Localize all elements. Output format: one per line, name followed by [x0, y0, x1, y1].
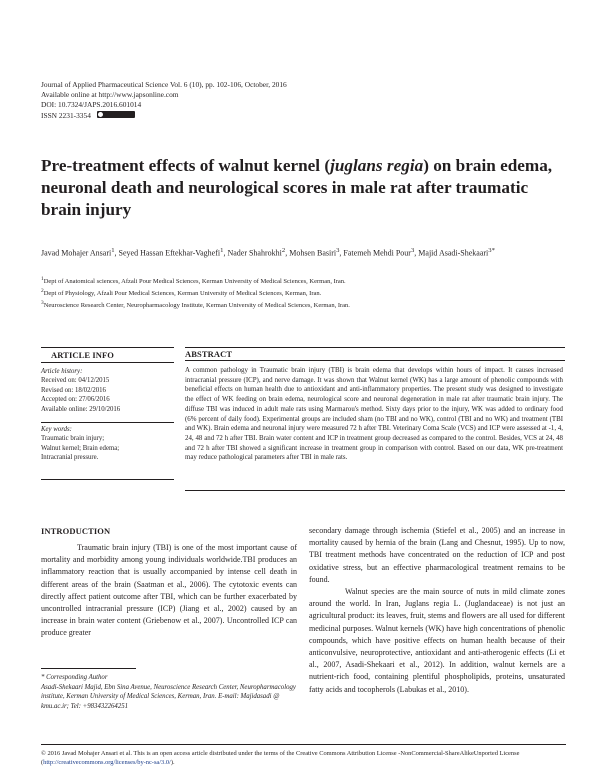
author: Mohsen Basiri — [289, 248, 337, 258]
cc-license-badge-icon — [97, 111, 135, 118]
history-label: Article history: — [41, 368, 83, 375]
abstract-heading: ABSTRACT — [185, 349, 233, 359]
affiliation-text: Dept of Physiology, Afzali Pour Medical Sciences, Kerman University of Medical Sciences, Kerman, Iran. — [43, 289, 322, 297]
author: Seyed Hassan Eftekhar-Vaghefi — [118, 248, 221, 258]
journal-citation: Journal of Applied Pharmaceutical Science Vol. 6 (10), pp. 102-106, October, 2016 — [41, 80, 287, 89]
paragraph: secondary damage through ischemia (Stiefel et al., 2005) and an increase in mortality caused by hernia of the brain (Lang and Chesnut, 1995). Up to now, TBI treatment methods have concentrated on the reduction of ICP and post oxidative stress, but an effective pharmacological treatment remains to be found. — [309, 526, 565, 584]
intro-column-left — [41, 542, 297, 640]
intro-column-right — [309, 525, 565, 696]
abstract-text: A common pathology in Traumatic brain injury (TBI) is brain edema that develops within hours of impact. It causes increased intracranial pressure (ICP), and nerve damage. It was shown that Walnut kernel (WK) has a large amount of phenolic compounds with beneficial effects on human health due to antioxidant and anti-inflammatory properties. The present study was designed to investigate the effect of WK feeding on brain edema, neurological score and neuronal degeneration in male rat after traumatic brain injury. The diffuse TBI was induced in adult male rats using Marmarou's method. Sixty days prior to the injury, WK was added to ordinary food (6% percent of daily food). Experimental groups are included sham (no TBI and no WK), control (TBI and no WK) and treatment (TBI and WK). Brain edema and neuronal injury were measured 72 h after TBI. Veterinary Coma Scale (VCS) and ICP were assessed at -1, 4, 24, 48 and 72 h after TBI. Brain water content and ICP in treatment group decreased as compared to the control. Besides, VCS at 24, 48 and 72 h after TBI showed a significant increase in treatment group in comparison with control. Based on our data, WK pre-treatment may reduce pathological parameters after TBI in male rats. — [185, 367, 563, 462]
divider — [185, 347, 565, 348]
author: Javad Mohajer Ansari — [41, 248, 112, 258]
affiliation-sup: 3 — [41, 299, 44, 306]
affiliations — [41, 275, 571, 310]
license-text: © 2016 Javad Mohajer Ansari et al. This is an open access article distributed under the terms of the Creative Commons Attribution License -NonCommercial-ShareAlikeUnported License ( — [41, 750, 520, 766]
footer-rule — [41, 744, 566, 745]
keyword: Traumatic brain injury; — [41, 435, 105, 443]
journal-url[interactable]: Available online at http://www.japsonline.com — [41, 90, 179, 100]
corresponding-details: Asadi-Shekaari Majid, Ebn Sina Avenue, Neuroscience Research Center, Neuropharmacology institute, Kerman University of Medical Sciences, Kerman, Iran. E-mail: Majidasadi @ kmu.ac.ir; Tel: +983432264251 — [41, 683, 296, 710]
title-species: juglans regia — [330, 156, 424, 175]
author-sup: 1 — [111, 247, 115, 254]
author-list: Javad Mohajer Ansari$^1$, Seyed Hassan Eftekhar-Vaghefi$^1$, Nader Shahrokhi$^2$, Mohsen Basiri$^3$, Fatemeh Mehdi Pour$^3$, Majid Asadi-Shekaari$^{3*}$ — [41, 247, 495, 258]
author: Majid Asadi-Shekaari — [418, 248, 489, 258]
issn-text: ISSN 2231-3354 — [41, 110, 91, 120]
received-date: Received on: 04/12/2015 — [41, 377, 110, 385]
affiliation-sup: 2 — [41, 287, 44, 294]
author-sup: 3 — [336, 247, 340, 254]
divider — [41, 479, 174, 480]
keyword: Intracranial pressure. — [41, 454, 99, 462]
corresponding-author — [41, 673, 297, 711]
article-info — [41, 367, 174, 414]
divider — [185, 490, 565, 491]
affiliation — [41, 287, 571, 299]
author-sup: 2 — [281, 247, 286, 254]
license-end: ). — [170, 759, 175, 766]
paper-title — [41, 155, 566, 221]
title-part-1: Pre-treatment effects of walnut kernel ( — [41, 156, 331, 175]
divider — [185, 360, 565, 361]
journal-header — [41, 80, 287, 121]
affiliation-sup: 1 — [41, 276, 44, 282]
author-sup: 1 — [220, 247, 224, 254]
revised-date: Revised on: 18/02/2016 — [41, 386, 106, 394]
affiliation-text: Neuroscience Research Center, Neuropharmacology Institute, Kerman University of Medical Sciences, Kerman, Iran. — [43, 301, 350, 309]
keywords-block — [41, 425, 174, 463]
author-sup: 3* — [488, 247, 495, 254]
divider — [41, 422, 174, 423]
keyword: Walnut kernel; Brain edema; — [41, 444, 120, 452]
license-link[interactable]: http://creativecommons.org/licenses/by-nc-sa/3.0/ — [43, 759, 171, 766]
divider — [41, 347, 174, 348]
affiliation — [41, 299, 571, 311]
keywords-label: Key words: — [41, 426, 72, 433]
corresponding-label: * Corresponding Author — [41, 674, 108, 681]
introduction-heading: INTRODUCTION — [41, 526, 111, 536]
affiliation-text: Dept of Anatomical sciences, Afzali Pour Medical Sciences, Kerman University of Medical Sciences, Kerman, Iran. — [43, 278, 346, 286]
author: Fatemeh Mehdi Pour — [343, 248, 411, 258]
author-sup: 3 — [410, 247, 415, 254]
divider — [41, 362, 174, 363]
article-info-heading: ARTICLE INFO — [51, 350, 115, 360]
available-date: Available online: 29/10/2016 — [41, 405, 121, 413]
accepted-date: Accepted on: 27/06/2016 — [41, 396, 110, 404]
license-footer — [41, 749, 566, 767]
journal-issn — [41, 111, 287, 121]
footnote-rule — [41, 668, 136, 669]
affiliation — [41, 275, 571, 287]
author: Nader Shahrokhi — [227, 248, 282, 258]
journal-doi[interactable]: DOI: 10.7324/JAPS.2016.601014 — [41, 100, 142, 110]
paragraph: Walnut species are the main source of nuts in mild climate zones around the world. In Iran, Juglans regia L. (Juglandaceae) is not just an agricultural product: its leaves, fruit, stems and flowers are all used for different medicinal purposes. Walnut kernels (WK) have high concentrations of phenolic compounds, which have positive effects on human health because of their anticonvulsive, neuroprotective, antioxidant and anti-atherogenic effects (Li et al., 2007, Asadi-Shekaari et al., 2012). In addition, walnut kernels are a nutrient-rich food, containing plentiful phospholipids, proteins, unsaturated fatty acids and tocopherols (Labukas et al., 2010). — [309, 587, 565, 694]
paragraph: Traumatic brain injury (TBI) is one of the most important cause of mortality and morbidity among young individuals worldwide.TBI produces an inflammatory reaction that is usually accompanied by intense cell death in different areas of the brain (Saatman et al., 2006). The cytotoxic events can directly affect patient outcome after TBI, which can be further exacerbated by uncontrolled intracranial pressure (ICP) (Jiang et al., 2002) caused by an increase in brain water content (Griebenow et al., 2007). Uncontrolled ICP can produce greater — [41, 543, 297, 638]
title-part-2: ) on brain edema, neuronal death and neurological scores in male rat after traumatic brain injury — [41, 156, 553, 219]
